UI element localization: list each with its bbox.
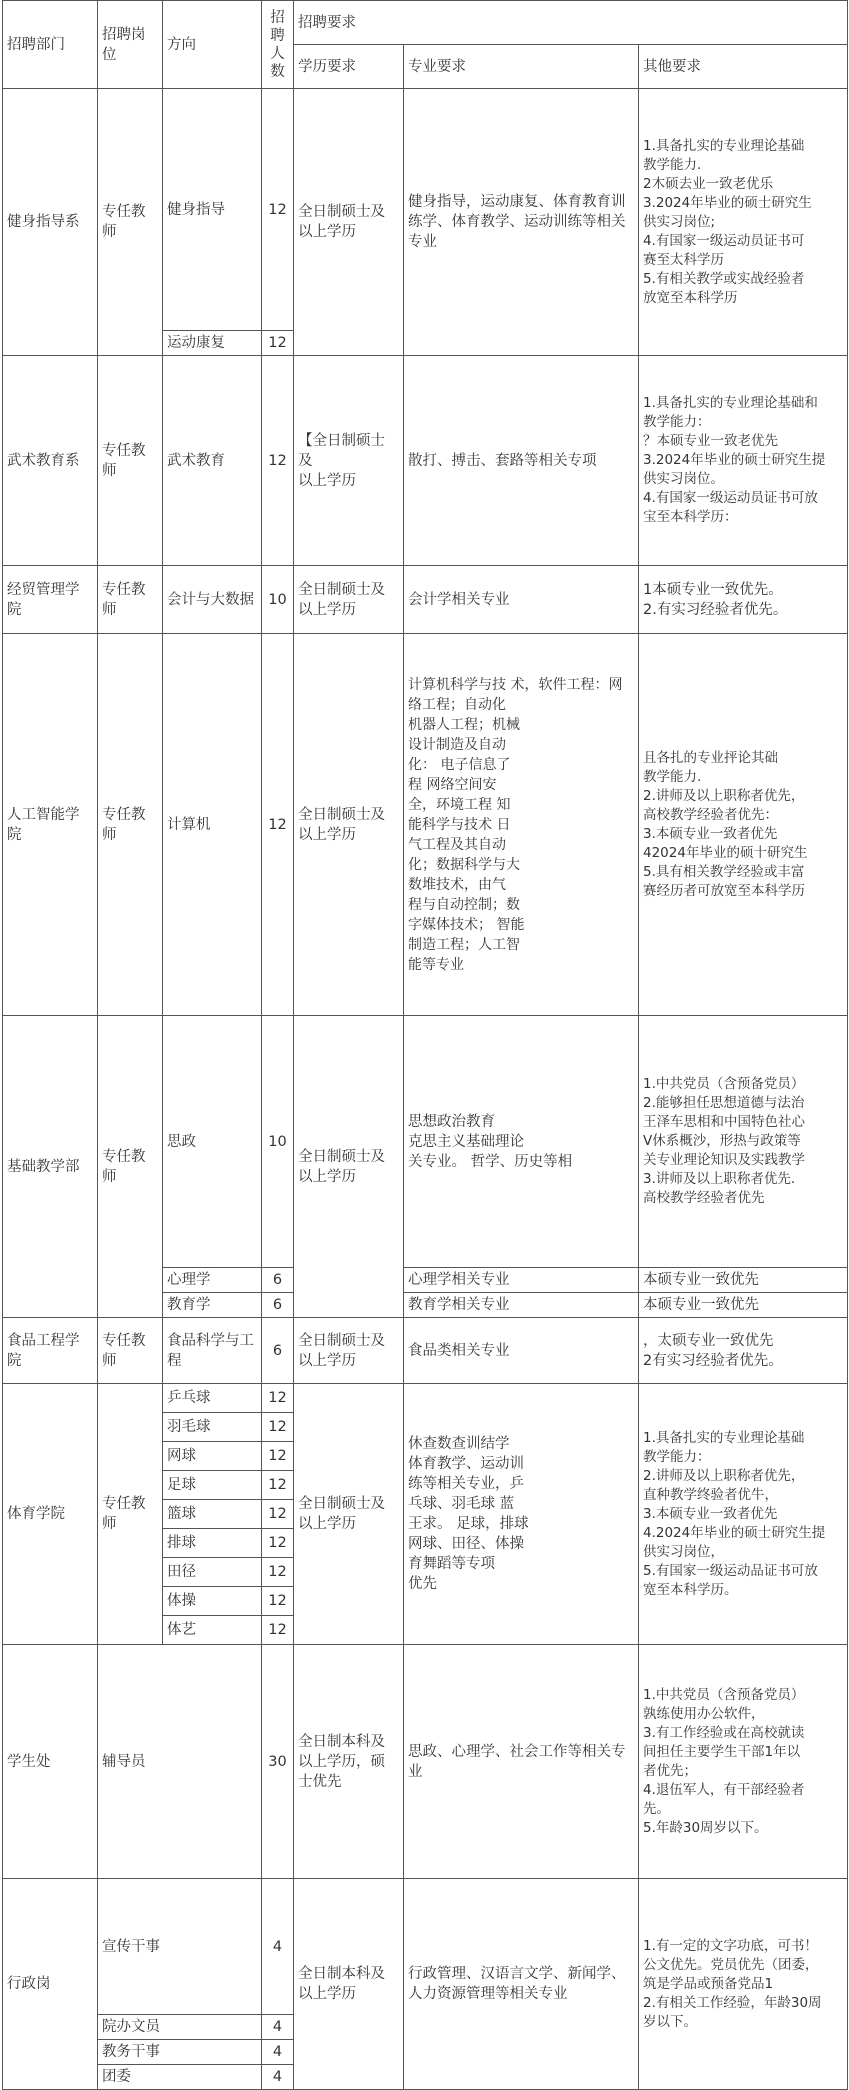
major-cell: 散打、搏击、套路等相关专项: [404, 356, 639, 566]
header-major: 专业要求: [404, 45, 639, 89]
table-row: [3, 1384, 848, 1413]
education-cell: 【全日制硕士及 以上学历: [294, 356, 404, 566]
other-cell: 1.具备扎实的专业理论基础和 教学能力： ？本硕专业一致老优先 3.2024年毕业的硕士研究生提 供实习岗位。 4.有国家一级运动员证书可放 宝至本科学历：: [639, 356, 848, 566]
dept-cell: 行政岗: [3, 1879, 98, 2090]
major-cell: 教育学相关专业: [404, 1293, 639, 1318]
other-cell: 1本硕专业一致优先。 2.有实习经验者优先。: [639, 566, 848, 634]
header-dept: 招聘部门: [3, 1, 98, 89]
count-cell: 10: [262, 1016, 294, 1268]
direction-cell: 会计与大数据: [163, 566, 262, 634]
count-cell: 12: [262, 1500, 294, 1529]
other-cell: 且各扎的专业抨论其础 教学能力. 2.讲师及以上职称者优先， 高校教学经验者优先： 3.本硕专业一致者优先 42024年毕业的硕十研究生 5.具有相关教学经验或丰富 赛经历者可放宽至本科学历: [639, 634, 848, 1016]
direction-cell: 足球: [163, 1471, 262, 1500]
header-row: [3, 1, 848, 45]
post-cell: 院办文员: [98, 2015, 262, 2040]
recruitment-table: [2, 0, 848, 2090]
other-cell: 1.具备扎实的专业理论基础 教学能力： 2.讲师及以上职称者优先， 直种教学终验者优牛， 3.本硕专业一致者优先 4.2024年毕业的硕士研究生提 供实习岗位， 5.有国家一级运动品证书可放 宽至本科学历。: [639, 1384, 848, 1645]
major-cell: 健身指导，运动康复、体育教育训练学、体育教学、运动训练等相关专业: [404, 89, 639, 356]
major-cell: 心理学相关专业: [404, 1268, 639, 1293]
post-cell: 专任教师: [98, 1016, 163, 1318]
post-cell: 专任教师: [98, 1384, 163, 1645]
table-row: [3, 1645, 848, 1879]
count-cell: 12: [262, 331, 294, 356]
direction-cell: 排球: [163, 1529, 262, 1558]
count-cell: 12: [262, 1384, 294, 1413]
post-cell: 团委: [98, 2065, 262, 2090]
table-row: [3, 1879, 848, 2015]
count-cell: 4: [262, 2015, 294, 2040]
table-row: [3, 1016, 848, 1268]
count-cell: 12: [262, 1616, 294, 1645]
header-other: 其他要求: [639, 45, 848, 89]
education-cell: 全日制硕士及 以上学历: [294, 1016, 404, 1318]
other-cell: 1.中共党员（含预备党员） 孰练使用办公软件， 3.有工作经验或在高校就读 间担任主要学生干部1年以 者优先； 4.退伍军人，有干部经验者 先。 5.年龄30周岁以下。: [639, 1645, 848, 1879]
dept-cell: 基础教学部: [3, 1016, 98, 1318]
count-cell: 12: [262, 356, 294, 566]
major-cell: 思想政治教育 克思主义基础理论 关专业。 哲学、历史等相: [404, 1016, 639, 1268]
table-row: [3, 1318, 848, 1384]
post-cell: 专任教师: [98, 89, 163, 356]
dept-cell: 体育学院: [3, 1384, 98, 1645]
count-cell: 12: [262, 634, 294, 1016]
direction-cell: 体艺: [163, 1616, 262, 1645]
count-cell: 30: [262, 1645, 294, 1879]
direction-cell: 乒乓球: [163, 1384, 262, 1413]
dept-cell: 武术教育系: [3, 356, 98, 566]
direction-cell: 心理学: [163, 1268, 262, 1293]
header-requirements: 招聘要求: [294, 1, 848, 45]
direction-cell: 武术教育: [163, 356, 262, 566]
direction-cell: 教育学: [163, 1293, 262, 1318]
direction-cell: 羽毛球: [163, 1413, 262, 1442]
dept-cell: 健身指导系: [3, 89, 98, 356]
post-cell: 专任教师: [98, 1318, 163, 1384]
direction-cell: 健身指导: [163, 89, 262, 331]
direction-cell: 食品科学与工 程: [163, 1318, 262, 1384]
count-cell: 12: [262, 89, 294, 331]
count-cell: 6: [262, 1268, 294, 1293]
major-cell: 食品类相关专业: [404, 1318, 639, 1384]
table-row: [3, 89, 848, 331]
post-cell: 辅导员: [98, 1645, 262, 1879]
direction-cell: 体操: [163, 1587, 262, 1616]
count-cell: 12: [262, 1471, 294, 1500]
count-cell: 10: [262, 566, 294, 634]
post-cell: 专任教师: [98, 634, 163, 1016]
post-cell: 宣传干事: [98, 1879, 262, 2015]
direction-cell: 篮球: [163, 1500, 262, 1529]
count-cell: 4: [262, 2040, 294, 2065]
direction-cell: 网球: [163, 1442, 262, 1471]
major-cell: 计算机科学与技 术，软件工程：网 络工程；自动化 机器人工程；机械 设计制造及自动 化： 电子信息了 程 网络空间安 全，环境工程 知 能科学与技术 日 气工程及其自动 化；数据科学与大 数堆技术，由气 程与自动控制；数 字媒体技术； 智能 制造工程；人工智 能等专业: [404, 634, 639, 1016]
header-direction: 方向: [163, 1, 262, 89]
education-cell: 全日制硕士及 以上学历: [294, 89, 404, 356]
other-cell: 本硕专业一致优先: [639, 1293, 848, 1318]
header-post: 招聘岗位: [98, 1, 163, 89]
education-cell: 全日制本科及 以上学历: [294, 1879, 404, 2090]
count-cell: 6: [262, 1293, 294, 1318]
education-cell: 全日制硕士及 以上学历: [294, 1384, 404, 1645]
dept-cell: 经贸管理学院: [3, 566, 98, 634]
major-cell: 思政、心理学、社会工作等相关专业: [404, 1645, 639, 1879]
education-cell: 全日制硕士及 以上学历: [294, 1318, 404, 1384]
major-cell: 会计学相关专业: [404, 566, 639, 634]
dept-cell: 人工智能学院: [3, 634, 98, 1016]
table-row: [3, 634, 848, 1016]
direction-cell: 田径: [163, 1558, 262, 1587]
post-cell: 专任教师: [98, 356, 163, 566]
other-cell: 1.中共党员（含预备党员） 2.能够担任思想道德与法治 王泽车思相和中国特色社心 V休系概沙，形热与政策等 关专业理论知识及实践教学 3.讲师及以上职称者优先. 高校教学经验者优先: [639, 1016, 848, 1268]
direction-cell: 计算机: [163, 634, 262, 1016]
table-row: [3, 566, 848, 634]
other-cell: ，太硕专业一致优先 2有实习经验者优先。: [639, 1318, 848, 1384]
table-row: [3, 356, 848, 566]
post-cell: 教务干事: [98, 2040, 262, 2065]
other-cell: 1.有一定的文字功底，可书！ 公文优先。党员优先（团委， 筑是学品或预备党品1 2.有相关工作经验，年龄30周 岁以下。: [639, 1879, 848, 2090]
count-cell: 4: [262, 1879, 294, 2015]
count-cell: 12: [262, 1442, 294, 1471]
count-cell: 12: [262, 1529, 294, 1558]
education-cell: 全日制硕士及 以上学历: [294, 566, 404, 634]
count-cell: 12: [262, 1413, 294, 1442]
major-cell: 休查数查训结学 体育教学、运动训 练等相关专业，乒 乓球、羽毛球 蓝 王求。 足球，排球 网球、田径、体操 育舞蹈等专项 优先: [404, 1384, 639, 1645]
other-cell: 1.具备扎实的专业理论基础 教学能力. 2木硕去业一致老优乐 3.2024年毕业的硕士研究生 供实习岗位; 4.有国家一级运动员证书可 赛至太科学历 5.有相关教学或实战经验者 放宽至本科学历: [639, 89, 848, 356]
post-cell: 专任教师: [98, 566, 163, 634]
direction-cell: 运动康复: [163, 331, 262, 356]
education-cell: 全日制硕士及 以上学历: [294, 634, 404, 1016]
header-education: 学历要求: [294, 45, 404, 89]
dept-cell: 食品工程学院: [3, 1318, 98, 1384]
count-cell: 12: [262, 1587, 294, 1616]
education-cell: 全日制本科及 以上学历，硕 士优先: [294, 1645, 404, 1879]
header-count: 招聘人数: [262, 1, 294, 89]
count-cell: 6: [262, 1318, 294, 1384]
other-cell: 本硕专业一致优先: [639, 1268, 848, 1293]
direction-cell: 思政: [163, 1016, 262, 1268]
dept-cell: 学生处: [3, 1645, 98, 1879]
count-cell: 12: [262, 1558, 294, 1587]
count-cell: 4: [262, 2065, 294, 2090]
major-cell: 行政管理、汉语言文学、新闻学、人力资源管理等相关专业: [404, 1879, 639, 2090]
